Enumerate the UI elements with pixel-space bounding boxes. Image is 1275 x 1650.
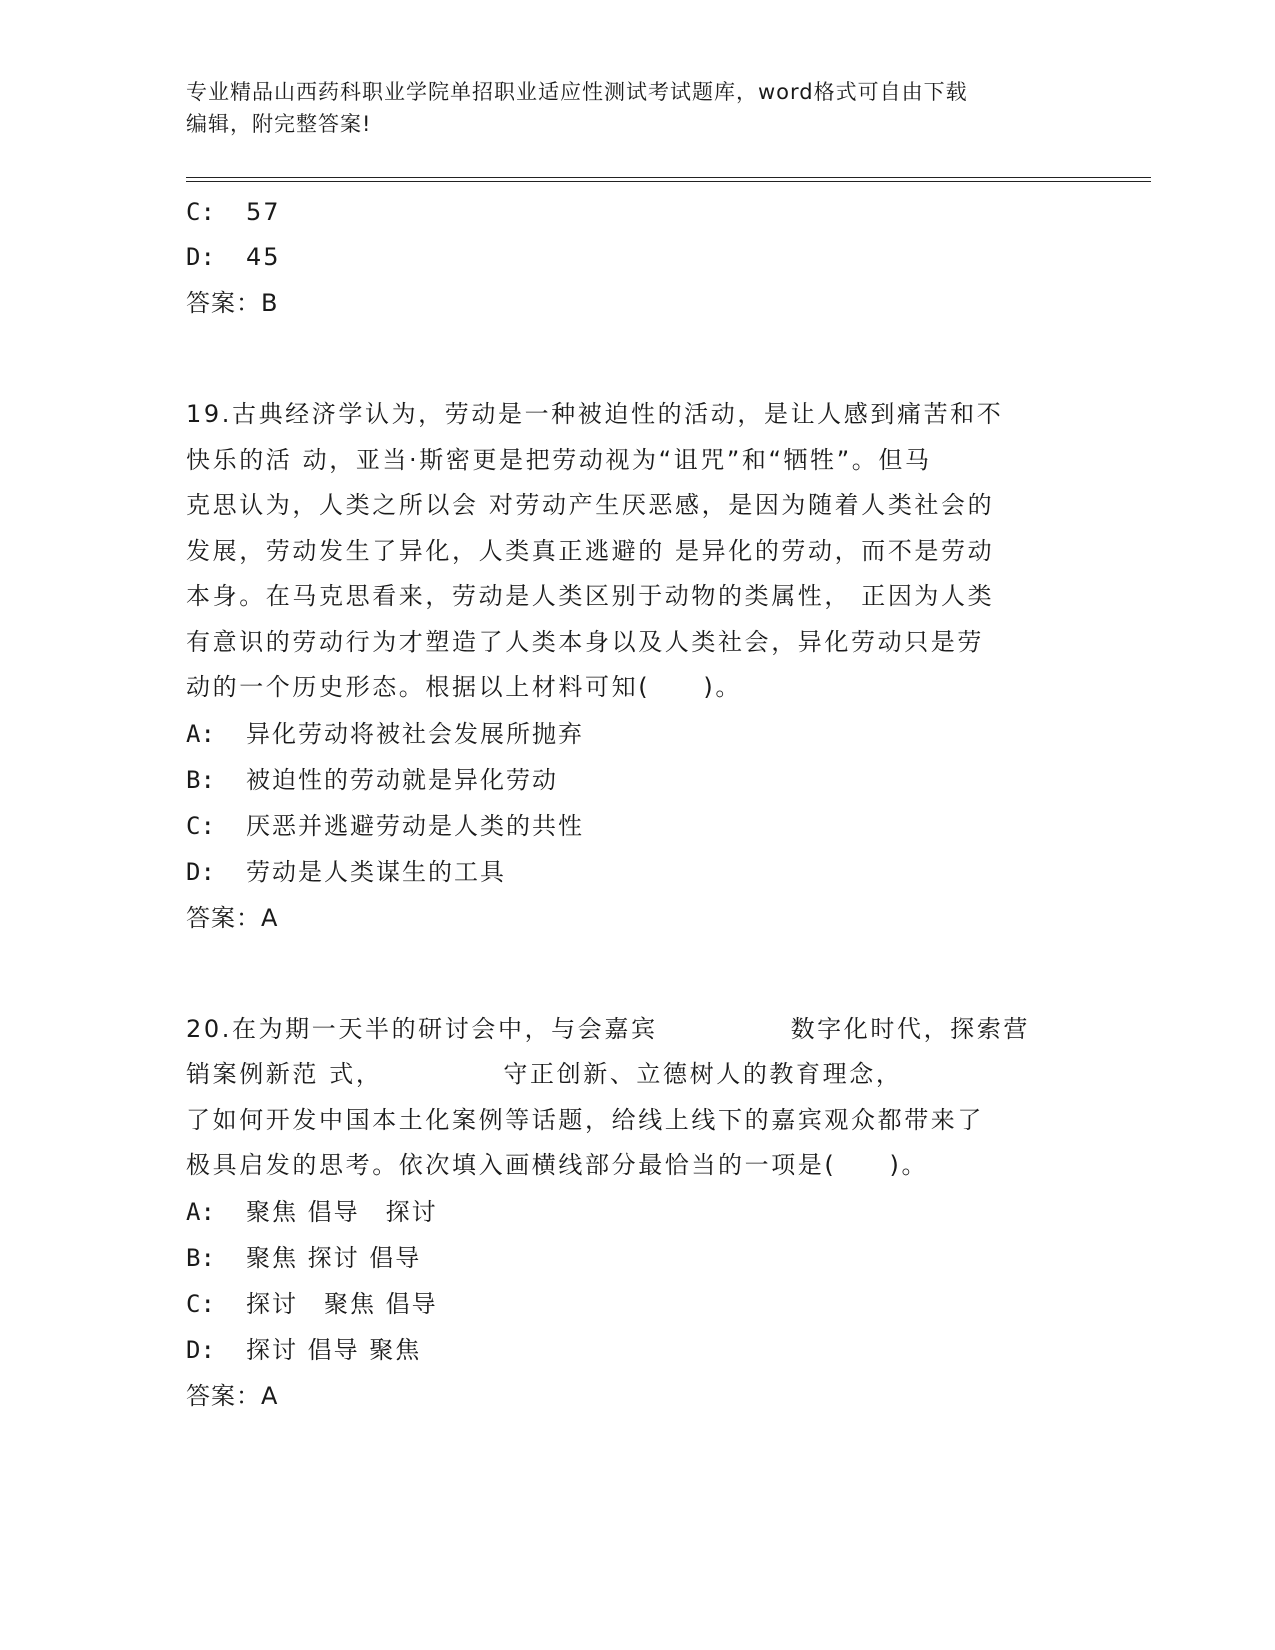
option-key: C:	[186, 811, 215, 840]
option-d	[186, 1327, 1076, 1373]
header-divider-thick	[186, 181, 1151, 182]
option-key: C:	[186, 198, 215, 226]
option-text: 57	[246, 198, 281, 226]
stem-line: 20.在为期一天半的研讨会中，与会嘉宾 数字化时代，探索营	[186, 1014, 1030, 1043]
header-line-1: 专业精品山西药科职业学院单招职业适应性测试考试题库，word格式可自由下载	[186, 80, 968, 104]
option-text: 探讨 聚焦 倡导	[246, 1289, 438, 1318]
option-c	[186, 803, 1076, 849]
option-key: A:	[186, 1197, 215, 1226]
question-stem	[186, 392, 1076, 711]
option-d	[186, 234, 1076, 280]
stem-line: 销案例新范 式， 守正创新、立德树人的教育理念，	[186, 1060, 903, 1088]
spacer	[186, 941, 1076, 1007]
option-text: 厌恶并逃避劳动是人类的共性	[246, 811, 584, 840]
option-key: D:	[186, 857, 215, 886]
stem-line: 有意识的劳动行为才塑造了人类本身以及人类社会，异化劳动只是劳	[186, 627, 984, 656]
stem-line: 发展，劳动发生了异化，人类真正逃避的 是异化的劳动，而不是劳动	[186, 536, 995, 565]
stem-line: 动的一个历史形态。根据以上材料可知( )。	[186, 673, 742, 701]
option-key: D:	[186, 243, 215, 271]
option-a	[186, 711, 1076, 757]
stem-line: 极具启发的思考。依次填入画横线部分最恰当的一项是( )。	[186, 1151, 929, 1179]
option-text: 聚焦 倡导 探讨	[246, 1197, 438, 1226]
question-18	[186, 190, 1076, 326]
option-d	[186, 849, 1076, 895]
option-key: D:	[186, 1335, 215, 1364]
option-a	[186, 1189, 1076, 1235]
stem-line: 本身。在马克思看来，劳动是人类区别于动物的类属性， 正因为人类	[186, 582, 995, 610]
option-text: 探讨 倡导 聚焦	[246, 1335, 422, 1364]
question-19	[186, 392, 1076, 941]
stem-line: 了如何开发中国本土化案例等话题，给线上线下的嘉宾观众都带来了	[186, 1105, 984, 1134]
header-divider-thin	[186, 177, 1151, 178]
option-text: 异化劳动将被社会发展所抛弃	[246, 719, 584, 748]
option-text: 聚焦 探讨 倡导	[246, 1243, 422, 1272]
page-header	[186, 76, 1066, 140]
answer-line: 答案：B	[186, 289, 279, 317]
question-stem	[186, 1007, 1076, 1189]
spacer	[186, 326, 1076, 392]
option-key: C:	[186, 1289, 215, 1318]
option-key: B:	[186, 765, 215, 794]
answer-line: 答案：A	[186, 903, 279, 932]
option-c	[186, 1281, 1076, 1327]
option-key: A:	[186, 719, 215, 748]
question-content	[186, 190, 1076, 1419]
question-20	[186, 1007, 1076, 1419]
header-line-2: 编辑，附完整答案!	[186, 112, 372, 136]
option-c	[186, 190, 1076, 234]
stem-line: 快乐的活 动，亚当·斯密更是把劳动视为“诅咒”和“牺牲”。但马	[186, 445, 932, 474]
option-b	[186, 1235, 1076, 1281]
option-b	[186, 757, 1076, 803]
option-text: 45	[246, 243, 281, 271]
option-key: B:	[186, 1243, 215, 1272]
stem-line: 克思认为，人类之所以会 对劳动产生厌恶感，是因为随着人类社会的	[186, 491, 995, 519]
stem-line: 19.古典经济学认为，劳动是一种被迫性的活动，是让人感到痛苦和不	[186, 400, 1004, 428]
option-text: 被迫性的劳动就是异化劳动	[246, 765, 558, 794]
answer-line: 答案：A	[186, 1381, 279, 1410]
option-text: 劳动是人类谋生的工具	[246, 857, 506, 886]
